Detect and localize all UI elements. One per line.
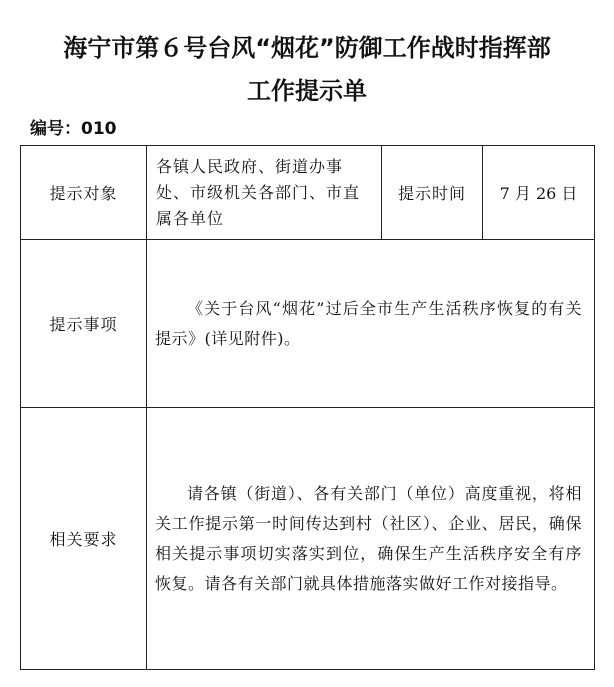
target-label: 提示对象 xyxy=(49,184,118,203)
requirements-value-cell xyxy=(147,408,595,670)
matters-value: 《关于台风“烟花”过后全市生产生活秩序恢复的有关提示》(详见附件)。 xyxy=(155,298,582,348)
requirements-value: 请各镇（街道）、各有关部门（单位）高度重视，将相关工作提示第一时间传达到村（社区）、企业、居民，确保相关提示事项切实落实到位，确保生产生活秩序安全有序恢复。请各有关部门就具体措施落实做好工作对接指导。 xyxy=(155,483,582,593)
requirements-label: 相关要求 xyxy=(49,530,118,549)
target-label-cell xyxy=(21,146,147,240)
serial-value: 010 xyxy=(81,119,117,139)
table-row-requirements xyxy=(21,408,595,670)
time-label: 提示时间 xyxy=(397,184,466,203)
time-value: 7 月 26 日 xyxy=(499,184,578,203)
matters-label-cell xyxy=(21,240,147,408)
table-row-matters xyxy=(21,240,595,408)
time-value-cell xyxy=(483,146,595,240)
matters-label: 提示事项 xyxy=(49,315,118,334)
serial-label: 编号： xyxy=(30,119,81,139)
table-row-target xyxy=(21,146,595,240)
document-title-line-2: 工作提示单 xyxy=(247,77,367,105)
target-value-cell xyxy=(147,146,382,240)
time-label-cell xyxy=(382,146,483,240)
document-title-line-1: 海宁市第６号台风“烟花”防御工作战时指挥部 xyxy=(63,34,551,62)
target-value: 各镇人民政府、街道办事处、市级机关各部门、市直属各单位 xyxy=(156,156,361,228)
requirements-label-cell xyxy=(21,408,147,670)
serial-number xyxy=(30,114,117,139)
matters-value-cell xyxy=(147,240,595,408)
notice-table xyxy=(20,145,595,670)
